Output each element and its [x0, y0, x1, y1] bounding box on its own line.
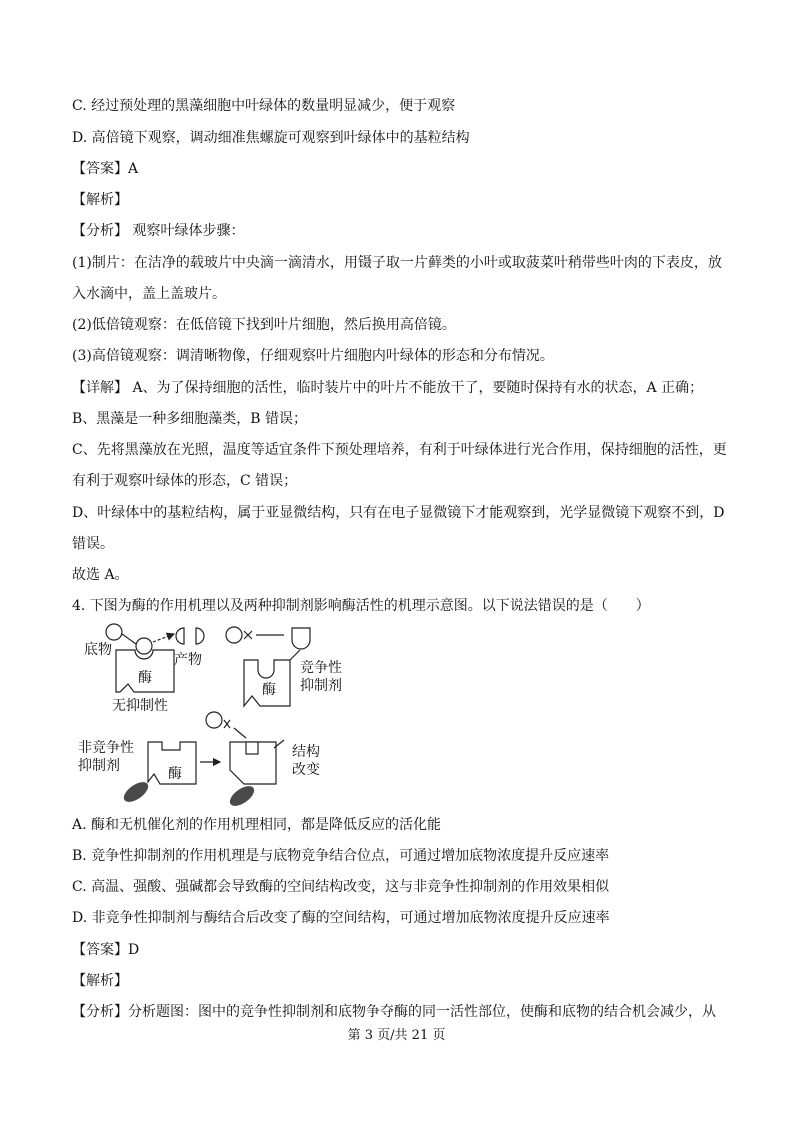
choose-answer: 故选 A。 [72, 567, 129, 583]
question-4-option-c: C. 高温、强酸、强碱都会导致酶的空间结构改变，这与非竞争性抑制剂的作用效果相似 [72, 879, 610, 895]
product-half-right [196, 628, 204, 644]
label-enzyme-3: 酶 [168, 766, 182, 782]
detail-c-line-2: 有利于观察叶绿体的形态，C 错误； [72, 473, 298, 489]
step-1-line-1: (1)制片：在洁净的载玻片中央滴一滴清水，用镊子取一片藓类的小叶或取菠菜叶稍带些叶肉的下表皮，放 [72, 255, 722, 271]
fenxi-label: 【分析】 观察叶绿体步骤： [72, 223, 245, 239]
question-4-option-a: A. 酶和无机催化剂的作用机理相同，都是降低反应的活化能 [72, 817, 442, 833]
bound-substrate [136, 638, 152, 654]
label-no-inhibitor: 无抑制性 [112, 698, 168, 714]
label-competitive-1: 竞争性 [300, 660, 342, 676]
label-substrate: 底物 [84, 642, 112, 658]
label-enzyme-2: 酶 [262, 682, 276, 698]
label-structure-2: 改变 [292, 762, 320, 778]
step-2: (2)低倍镜观察：在低倍镜下找到叶片细胞，然后换用高倍镜。 [72, 317, 456, 333]
label-competitive-2: 抑制剂 [300, 678, 342, 694]
product-half-left [176, 628, 184, 644]
question-4-option-b: B. 竞争性抑制剂的作用机理是与底物竞争结合位点，可通过增加底物浓度提升反应速率 [72, 848, 610, 864]
detail-c-line-1: C、先将黑藻放在光照，温度等适宜条件下预处理培养，有利于叶绿体进行光合作用，保持细胞的活性，更 [72, 442, 727, 458]
noncompetitive-inhibitor-2 [227, 782, 258, 808]
detail-d-line-1: D、叶绿体中的基粒结构，属于亚显微结构，只有在电子显微镜下才能观察到，光学显微镜下观察不到，D [72, 505, 725, 521]
label-product: 产物 [174, 652, 202, 668]
substrate-blocked-2 [206, 712, 222, 728]
question-4-answer: 【答案】D [72, 942, 140, 958]
question-4-option-d: D. 非竞争性抑制剂与酶结合后改变了酶的空间结构，可通过增加底物浓度提升反应速率 [72, 910, 610, 926]
enzyme-mechanism-figure [78, 620, 353, 808]
noncompetitive-inhibitor-1 [121, 778, 152, 806]
detail-d-line-2: 错误。 [72, 536, 114, 552]
enzyme-diagram [78, 620, 353, 808]
question-4-fenxi: 【分析】分析题图：图中的竞争性抑制剂和底物争夺酶的同一活性部位，使酶和底物的结合机会减少，从 [72, 1004, 716, 1020]
analysis-label: 【解析】 [72, 192, 128, 208]
detail-b: B、黑藻是一种多细胞藻类，B 错误； [72, 411, 308, 427]
question-4-analysis: 【解析】 [72, 973, 128, 989]
option-d-prev: D. 高倍镜下观察，调动细准焦螺旋可观察到叶绿体中的基粒结构 [72, 130, 470, 146]
label-enzyme-1: 酶 [138, 670, 152, 686]
competitive-inhibitor [292, 628, 310, 649]
answer-label: 【答案】A [72, 161, 139, 177]
page-footer: 第 3 页/共 21 页 [347, 1028, 446, 1043]
substrate-blocked [226, 627, 242, 643]
label-noncompetitive-1: 非竞争性 [78, 740, 134, 756]
question-4-stem: 4. 下图为酶的作用机理以及两种抑制剂影响酶活性的机理示意图。以下说法错误的是（ ） [72, 598, 650, 614]
substrate-circle [106, 624, 122, 640]
step-3: (3)高倍镜观察：调清晰物像，仔细观察叶片细胞内叶绿体的形态和分布情况。 [72, 348, 554, 364]
detail-a: 【详解】 A、为了保持细胞的活性，临时装片中的叶片不能放干了，要随时保持有水的状态，A 正确； [72, 380, 704, 396]
step-1-line-2: 入水滴中，盖上盖玻片。 [72, 286, 226, 302]
changed-site [246, 742, 258, 754]
label-noncompetitive-2: 抑制剂 [78, 758, 120, 774]
label-structure-1: 结构 [292, 744, 320, 760]
option-c-prev: C. 经过预处理的黑藻细胞中叶绿体的数量明显减少，便于观察 [72, 98, 456, 114]
